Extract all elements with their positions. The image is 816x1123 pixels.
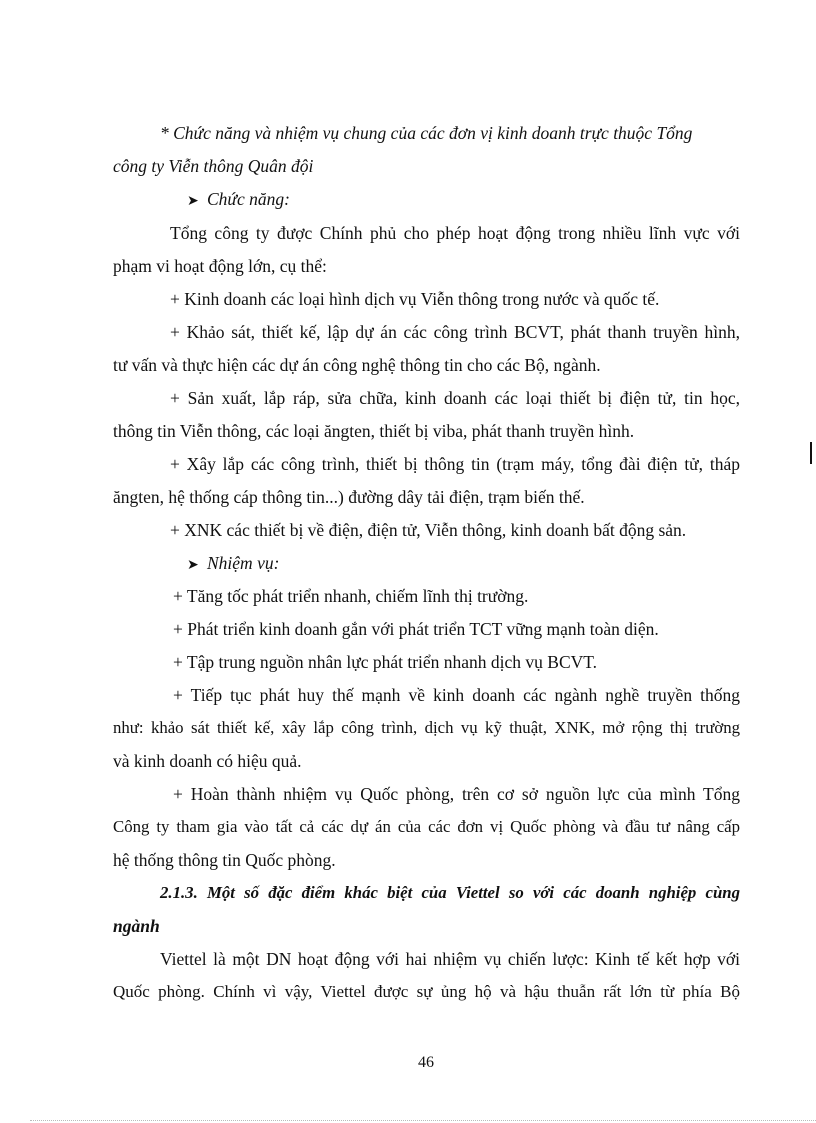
duties-item3: + Tập trung nguồn nhân lực phát triển nhanh dịch vụ BCVT. (173, 652, 598, 672)
page-number: 46 (418, 1054, 434, 1071)
page-bottom-divider (30, 1120, 816, 1121)
duties-item2: + Phát triển kinh doanh gắn với phát triển TCT vững mạnh toàn diện. (173, 619, 659, 639)
subsection-para-line2: Quốc phòng. Chính vì vậy, Viettel được sự ủng hộ và hậu thuẫn rất lớn từ phía Bộ (113, 982, 740, 1001)
margin-marker (810, 442, 812, 464)
section-heading-line2: công ty Viễn thông Quân đội (113, 156, 314, 176)
duties-heading (187, 552, 279, 577)
duties-item1: + Tăng tốc phát triển nhanh, chiếm lĩnh thị trường. (173, 586, 529, 606)
duties-item4-line2: như: khảo sát thiết kế, xây lắp công trình, dịch vụ kỹ thuật, XNK, mở rộng thị trường (113, 718, 740, 737)
functions-item1: + Kinh doanh các loại hình dịch vụ Viễn thông trong nước và quốc tế. (170, 289, 660, 309)
duties-item5-line2: Công ty tham gia vào tất cả các dự án của các đơn vị Quốc phòng và đầu tư nâng cấp (113, 817, 740, 836)
duties-item4-line3: và kinh doanh có hiệu quả. (113, 751, 302, 771)
duties-item5-line1: + Hoàn thành nhiệm vụ Quốc phòng, trên cơ sở nguồn lực của mình Tổng (173, 784, 740, 804)
arrowhead-bullet-icon: ➤ (187, 194, 199, 209)
functions-item2-line1: + Khảo sát, thiết kế, lập dự án các công trình BCVT, phát thanh truyền hình, (170, 322, 740, 342)
duties-item5-line3: hệ thống thông tin Quốc phòng. (113, 850, 336, 870)
functions-heading-text: Chức năng: (207, 189, 290, 209)
functions-item4-line1: + Xây lắp các công trình, thiết bị thông tin (trạm máy, tổng đài điện tử, tháp (170, 454, 740, 474)
arrowhead-bullet-icon: ➤ (187, 558, 199, 573)
subsection-para-line1: Viettel là một DN hoạt động với hai nhiệm vụ chiến lược: Kinh tế kết hợp với (160, 949, 740, 969)
functions-heading (187, 188, 290, 213)
duties-heading-text: Nhiệm vụ: (207, 553, 280, 573)
functions-item2-line2: tư vấn và thực hiện các dự án công nghệ thông tin cho các Bộ, ngành. (113, 355, 601, 375)
functions-item3-line1: + Sản xuất, lắp ráp, sửa chữa, kinh doanh các loại thiết bị điện tử, tin học, (170, 388, 740, 408)
functions-item4-line2: ăngten, hệ thống cáp thông tin...) đường dây tải điện, trạm biến thế. (113, 487, 585, 507)
functions-item3-line2: thông tin Viễn thông, các loại ăngten, thiết bị viba, phát thanh truyền hình. (113, 421, 635, 441)
functions-intro-line1: Tổng công ty được Chính phủ cho phép hoạt động trong nhiều lĩnh vực với (170, 223, 740, 243)
functions-intro-line2: phạm vi hoạt động lớn, cụ thể: (113, 256, 327, 276)
section-heading-line1: * Chức năng và nhiệm vụ chung của các đơn vị kinh doanh trực thuộc Tổng (160, 123, 693, 143)
duties-item4-line1: + Tiếp tục phát huy thế mạnh về kinh doanh các ngành nghề truyền thống (173, 685, 740, 705)
subsection-heading-line2: ngành (113, 916, 160, 936)
functions-item5: + XNK các thiết bị về điện, điện tử, Viễn thông, kinh doanh bất động sản. (170, 520, 687, 540)
subsection-heading-line1: 2.1.3. Một số đặc điểm khác biệt của Viettel so với các doanh nghiệp cùng (160, 883, 740, 902)
